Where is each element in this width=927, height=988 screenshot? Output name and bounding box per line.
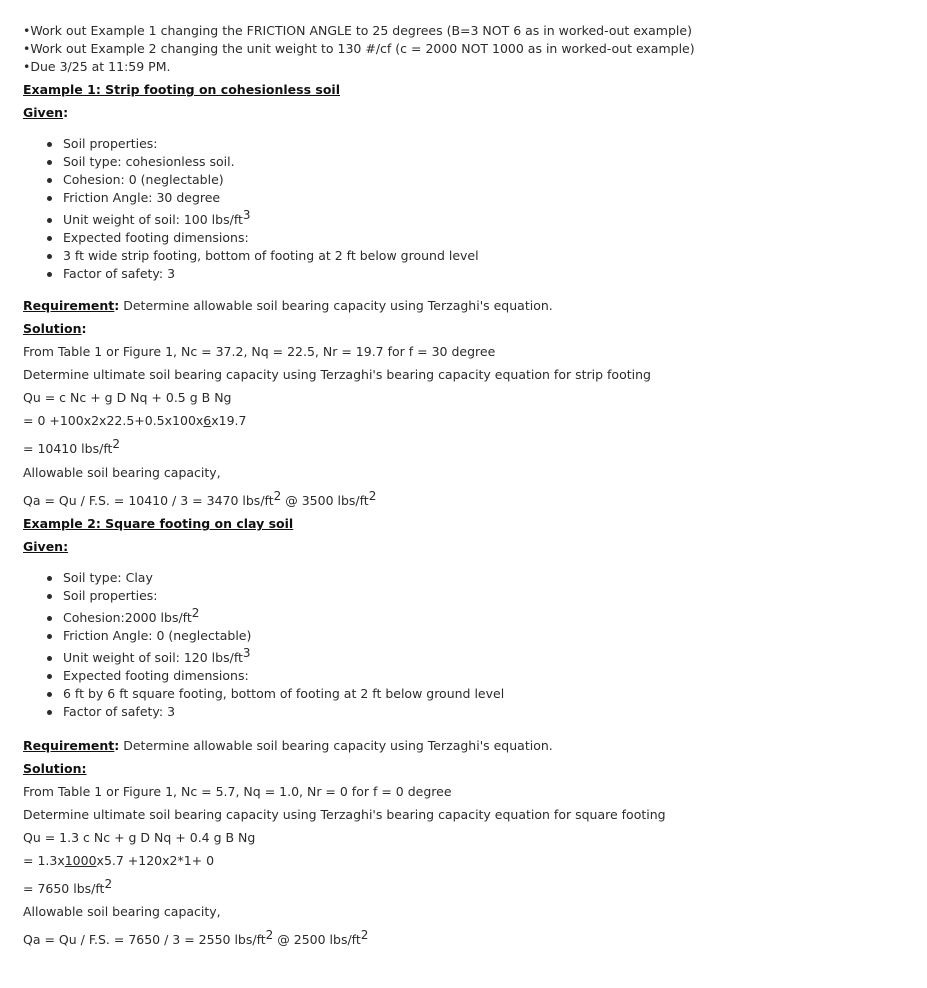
requirement-colon: :: [114, 738, 120, 753]
example-1-substitution: [23, 412, 246, 430]
superscript: 2: [104, 877, 113, 891]
list-item: [0, 606, 504, 627]
example-2-equation: Qu = 1.3 c Nc + g D Nq + 0.4 g B Ng: [23, 830, 256, 845]
list-item: Friction Angle: 30 degree: [0, 189, 479, 207]
superscript: 3: [242, 208, 251, 222]
list-item-text: Unit weight of soil: 100 lbs/ft: [63, 212, 243, 227]
substitution-underlined: 1000: [64, 853, 97, 868]
example-1-requirement: [23, 297, 553, 315]
requirement-text: Determine allowable soil bearing capacity using Terzaghi's equation.: [119, 298, 553, 313]
note-line-1: •Work out Example 1 changing the FRICTION ANGLE to 25 degrees (B=3 NOT 6 as in worked-out example): [23, 23, 692, 38]
example-2-solution-heading: Solution:: [23, 761, 87, 776]
note-line-3: •Due 3/25 at 11:59 PM.: [23, 59, 171, 74]
given-label: Given: [23, 105, 64, 120]
list-item: Factor of safety: 3: [0, 265, 479, 283]
list-item: [0, 646, 504, 667]
example-1-result: [23, 437, 121, 458]
superscript: 2: [368, 489, 377, 503]
substitution-underlined: 6: [203, 413, 212, 428]
superscript: 2: [112, 437, 121, 451]
allowable-part-b: @ 3500 lbs/ft: [281, 493, 369, 508]
list-item: Soil type: cohesionless soil.: [0, 153, 479, 171]
list-item: Cohesion: 0 (neglectable): [0, 171, 479, 189]
example-2-given-list: [0, 569, 504, 721]
list-item-text: Cohesion:2000 lbs/ft: [63, 610, 192, 625]
allowable-part-a: Qa = Qu / F.S. = 7650 / 3 = 2550 lbs/ft: [23, 932, 266, 947]
list-item: Expected footing dimensions:: [0, 667, 504, 685]
requirement-colon: :: [114, 298, 120, 313]
example-2-solution-line-2: Determine ultimate soil bearing capacity using Terzaghi's bearing capacity equation for square footing: [23, 807, 666, 822]
example-1-allowable-value: [23, 489, 377, 510]
list-item: Factor of safety: 3: [0, 703, 504, 721]
example-2-substitution: [23, 852, 214, 870]
allowable-part-a: Qa = Qu / F.S. = 10410 / 3 = 3470 lbs/ft: [23, 493, 274, 508]
list-item: 6 ft by 6 ft square footing, bottom of footing at 2 ft below ground level: [0, 685, 504, 703]
example-1-given-heading: [23, 104, 68, 122]
list-item: Expected footing dimensions:: [0, 229, 479, 247]
substitution-part-a: = 1.3x: [23, 853, 65, 868]
superscript: 2: [360, 928, 369, 942]
note-line-2: •Work out Example 2 changing the unit weight to 130 #/cf (c = 2000 NOT 1000 as in worked-out example): [23, 41, 695, 56]
example-2-allowable-value: [23, 928, 369, 949]
list-item: [0, 208, 479, 229]
substitution-part-b: x5.7 +120x2*1+ 0: [96, 853, 215, 868]
requirement-label: Requirement: [23, 298, 115, 313]
superscript: 2: [265, 928, 274, 942]
substitution-part-b: x19.7: [211, 413, 247, 428]
example-1-solution-line-2: Determine ultimate soil bearing capacity using Terzaghi's bearing capacity equation for strip footing: [23, 367, 651, 382]
given-colon: :: [63, 105, 69, 120]
example-1-allowable-label: Allowable soil bearing capacity,: [23, 465, 221, 480]
list-item-text: Unit weight of soil: 120 lbs/ft: [63, 650, 243, 665]
result-text: = 7650 lbs/ft: [23, 881, 105, 896]
example-1-given-list: [0, 135, 479, 283]
requirement-label: Requirement: [23, 738, 115, 753]
solution-colon: :: [81, 321, 87, 336]
list-item: 3 ft wide strip footing, bottom of footing at 2 ft below ground level: [0, 247, 479, 265]
list-item: Friction Angle: 0 (neglectable): [0, 627, 504, 645]
example-2-allowable-label: Allowable soil bearing capacity,: [23, 904, 221, 919]
superscript: 2: [273, 489, 282, 503]
example-2-result: [23, 877, 113, 898]
example-2-requirement: [23, 737, 553, 755]
example-1-solution-heading: [23, 320, 87, 338]
superscript: 2: [191, 606, 200, 620]
example-2-solution-line-1: From Table 1 or Figure 1, Nc = 5.7, Nq = 1.0, Nr = 0 for f = 0 degree: [23, 784, 452, 799]
example-1-equation: Qu = c Nc + g D Nq + 0.5 g B Ng: [23, 390, 232, 405]
list-item: Soil properties:: [0, 135, 479, 153]
example-1-solution-line-1: From Table 1 or Figure 1, Nc = 37.2, Nq = 22.5, Nr = 19.7 for f = 30 degree: [23, 344, 496, 359]
solution-label: Solution: [23, 321, 82, 336]
example-2-title: Example 2: Square footing on clay soil: [23, 516, 294, 531]
list-item: Soil type: Clay: [0, 569, 504, 587]
substitution-part-a: = 0 +100x2x22.5+0.5x100x: [23, 413, 204, 428]
example-2-given-heading: Given:: [23, 539, 69, 554]
example-1-title: Example 1: Strip footing on cohesionless soil: [23, 82, 340, 97]
superscript: 3: [242, 646, 251, 660]
requirement-text: Determine allowable soil bearing capacity using Terzaghi's equation.: [119, 738, 553, 753]
allowable-part-b: @ 2500 lbs/ft: [273, 932, 361, 947]
list-item: Soil properties:: [0, 587, 504, 605]
result-text: = 10410 lbs/ft: [23, 441, 113, 456]
